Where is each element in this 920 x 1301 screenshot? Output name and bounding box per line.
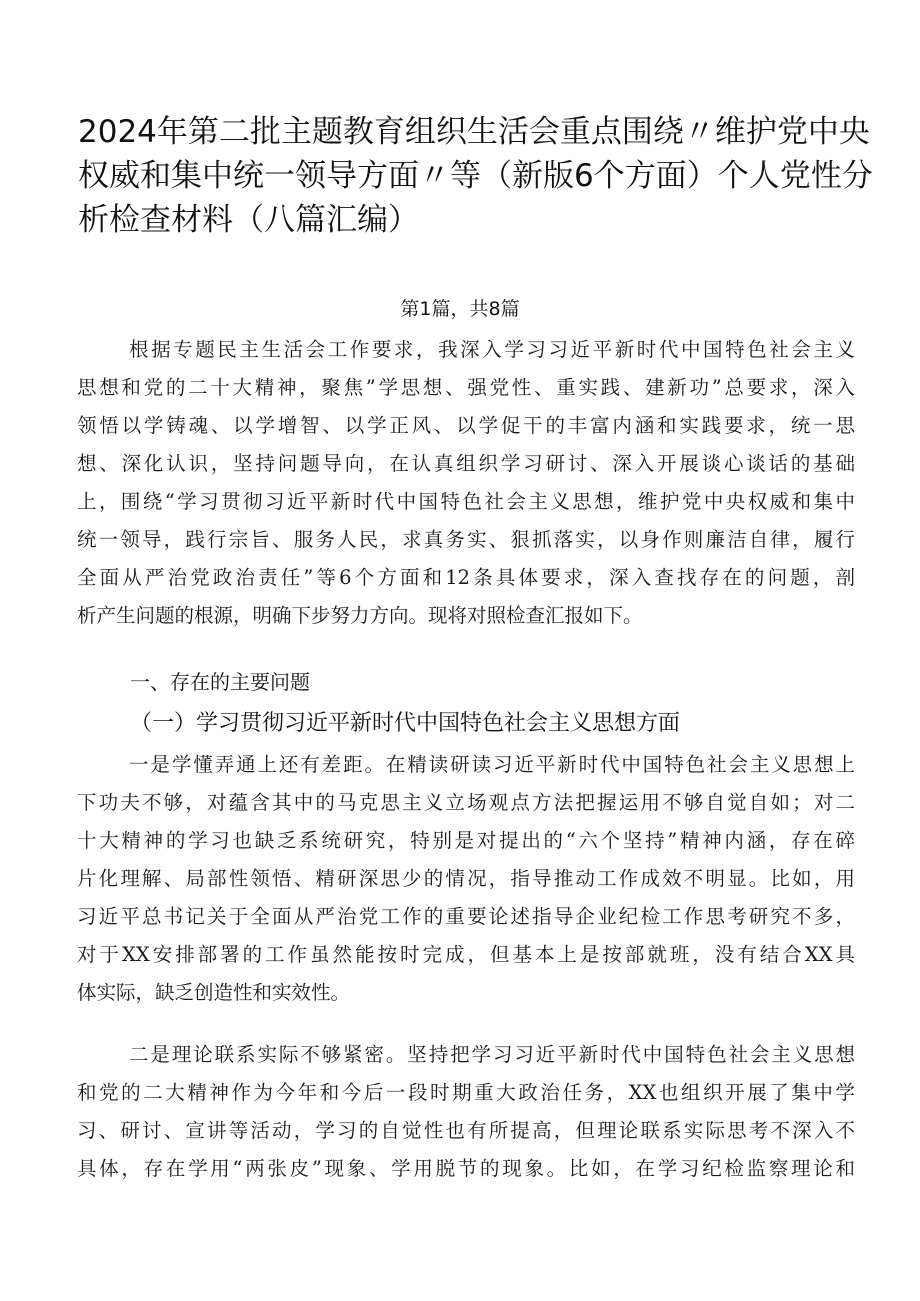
document-title bbox=[78, 110, 873, 242]
paragraph-line: 对于XX安排部署的工作虽然能按时完成，但基本上是按部就班，没有结合XX具 bbox=[77, 943, 855, 966]
paragraph-line: 习、研讨、宣讲等活动，学习的自觉性也有所提高，但理论联系实际思考不深入不 bbox=[77, 1119, 855, 1142]
paragraph-line: 和党的二大精神作为今年和今后一段时期重大政治任务，XX也组织开展了集中学 bbox=[77, 1081, 855, 1104]
intro-line: 领悟以学铸魂、以学增智、以学正风、以学促干的丰富内涵和实践要求，统一思 bbox=[77, 414, 855, 437]
title-line-2: 权威和集中统一领导方面〃等（新版6个方面）个人党性分 bbox=[78, 158, 873, 194]
intro-line: 想、深化认识，坚持问题导向，在认真组织学习研讨、深入开展谈心谈话的基础 bbox=[77, 452, 855, 475]
paragraph-line: 片化理解、局部性领悟、精研深思少的情况，指导推动工作成效不明显。比如，用 bbox=[77, 867, 855, 890]
paragraph-1 bbox=[77, 746, 855, 1012]
intro-line: 全面从严治党政治责任”等6个方面和12条具体要求，深入查找存在的问题，剖 bbox=[77, 566, 855, 589]
title-line-3: 析检查材料（八篇汇编） bbox=[78, 202, 419, 238]
section-heading: 一、存在的主要问题 bbox=[130, 670, 310, 694]
intro-line: 析产生问题的根源，明确下步努力方向。现将对照检查汇报如下。 bbox=[77, 604, 643, 627]
intro-line: 上，围绕“学习贯彻习近平新时代中国特色社会主义思想，维护党中央权威和集中 bbox=[77, 490, 855, 513]
paragraph-line: 具体，存在学用“两张皮”现象、学用脱节的现象。比如，在学习纪检监察理论和 bbox=[77, 1157, 855, 1180]
paragraph-line: 下功夫不够，对蕴含其中的马克思主义立场观点方法把握运用不够自觉自如；对二 bbox=[77, 791, 855, 814]
paragraph-line: 十大精神的学习也缺乏系统研究，特别是对提出的“六个坚持”精神内涵，存在碎 bbox=[77, 829, 855, 852]
paragraph-line: 一是学懂弄通上还有差距。在精读研读习近平新时代中国特色社会主义思想上 bbox=[129, 753, 855, 776]
paragraph-line: 体实际，缺乏创造性和实效性。 bbox=[77, 981, 351, 1004]
intro-line: 根据专题民主生活会工作要求，我深入学习习近平新时代中国特色社会主义 bbox=[129, 338, 855, 361]
paragraph-line: 二是理论联系实际不够紧密。坚持把学习习近平新时代中国特色社会主义思想 bbox=[129, 1043, 855, 1066]
paragraph-2 bbox=[77, 1036, 855, 1188]
document-subtitle: 第1篇，共8篇 bbox=[400, 298, 520, 320]
subsection-heading: （一）学习贯彻习近平新时代中国特色社会主义思想方面 bbox=[130, 711, 681, 736]
paragraph-line: 习近平总书记关于全面从严治党工作的重要论述指导企业纪检工作思考研究不多， bbox=[77, 905, 855, 928]
title-line-1: 2024年第二批主题教育组织生活会重点围绕〃维护党中央 bbox=[78, 114, 870, 150]
intro-paragraph bbox=[77, 331, 855, 635]
intro-line: 思想和党的二十大精神，聚焦”学思想、强党性、重实践、建新功”总要求，深入 bbox=[77, 376, 855, 399]
intro-line: 统一领导，践行宗旨、服务人民，求真务实、狠抓落实，以身作则廉洁自律，履行 bbox=[77, 528, 855, 551]
